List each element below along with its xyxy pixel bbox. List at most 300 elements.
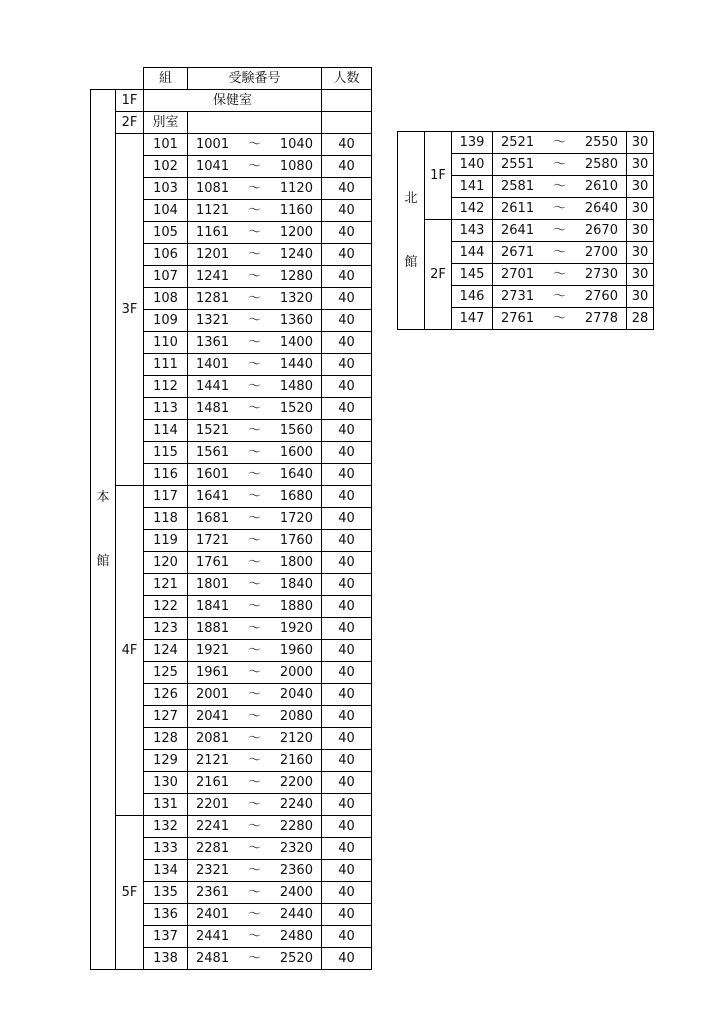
table-row (398, 220, 654, 242)
student-count: 40 (322, 926, 372, 948)
exam-number-to: 1160 (279, 202, 313, 218)
student-count: 40 (322, 728, 372, 750)
group-number: 120 (144, 552, 188, 574)
exam-number-from: 2701 (501, 266, 535, 282)
exam-number-to: 1920 (279, 620, 313, 636)
group-number: 123 (144, 618, 188, 640)
exam-number-from: 1521 (196, 422, 230, 438)
exam-range-cell (188, 200, 322, 222)
range-tilde: ～ (247, 796, 261, 812)
group-number: 134 (144, 860, 188, 882)
range-tilde: ～ (247, 466, 261, 482)
exam-range (188, 201, 321, 221)
exam-range-cell (188, 860, 322, 882)
range-tilde: ～ (247, 774, 261, 790)
exam-range (188, 663, 321, 683)
building-name-char: 本 (96, 489, 110, 505)
exam-number-to: 1680 (279, 488, 313, 504)
range-tilde: ～ (247, 422, 261, 438)
exam-number-to: 2580 (584, 156, 618, 172)
exam-number-from: 2481 (196, 950, 230, 966)
student-count: 40 (322, 618, 372, 640)
exam-number-to: 2080 (279, 708, 313, 724)
exam-number-from: 1961 (196, 664, 230, 680)
student-count: 40 (322, 178, 372, 200)
floor-label: 4F (116, 486, 144, 816)
exam-number-to: 2610 (584, 178, 618, 194)
student-count: 28 (627, 308, 654, 330)
range-tilde: ～ (552, 200, 566, 216)
exam-number-to: 1080 (279, 158, 313, 174)
student-count: 40 (322, 266, 372, 288)
north-building-table-body (398, 132, 654, 330)
group-number: 146 (452, 286, 493, 308)
exam-number-from: 2581 (501, 178, 535, 194)
exam-range (188, 839, 321, 859)
range-tilde: ～ (247, 664, 261, 680)
group-number: 133 (144, 838, 188, 860)
student-count: 40 (322, 750, 372, 772)
range-tilde: ～ (552, 310, 566, 326)
exam-range-cell (188, 508, 322, 530)
group-number: 101 (144, 134, 188, 156)
group-number: 131 (144, 794, 188, 816)
main-building-table-body (91, 68, 372, 970)
student-count: 40 (322, 310, 372, 332)
exam-range (188, 509, 321, 529)
exam-range-cell (188, 706, 322, 728)
student-count: 40 (322, 882, 372, 904)
range-tilde: ～ (552, 156, 566, 172)
exam-range-cell (188, 926, 322, 948)
group-number: 136 (144, 904, 188, 926)
group-number: 118 (144, 508, 188, 530)
exam-number-from: 1481 (196, 400, 230, 416)
range-tilde: ～ (247, 620, 261, 636)
exam-number-to: 2240 (279, 796, 313, 812)
exam-number-to: 1760 (279, 532, 313, 548)
exam-range-cell (188, 266, 322, 288)
student-count: 40 (322, 684, 372, 706)
exam-number-from: 2081 (196, 730, 230, 746)
floor-label: 5F (116, 816, 144, 970)
student-count: 40 (322, 354, 372, 376)
exam-number-from: 1001 (196, 136, 230, 152)
exam-range (188, 289, 321, 309)
exam-range (188, 465, 321, 485)
exam-range (188, 179, 321, 199)
range-tilde: ～ (247, 708, 261, 724)
range-tilde: ～ (552, 244, 566, 260)
range-tilde: ～ (247, 598, 261, 614)
group-number: 103 (144, 178, 188, 200)
exam-number-to: 1640 (279, 466, 313, 482)
floor-1f-count-cell (322, 90, 372, 112)
floor-label: 1F (425, 132, 452, 220)
range-tilde: ～ (247, 136, 261, 152)
student-count: 40 (322, 376, 372, 398)
exam-number-from: 2611 (501, 200, 535, 216)
exam-number-to: 2120 (279, 730, 313, 746)
group-number: 125 (144, 662, 188, 684)
group-number: 139 (452, 132, 493, 154)
exam-range-cell (188, 310, 322, 332)
exam-number-from: 2321 (196, 862, 230, 878)
exam-number-from: 2761 (501, 310, 535, 326)
floor-2f-range-cell (188, 112, 322, 134)
exam-range-cell (188, 728, 322, 750)
student-count: 30 (627, 154, 654, 176)
exam-number-from: 1081 (196, 180, 230, 196)
exam-number-from: 2241 (196, 818, 230, 834)
exam-number-from: 1201 (196, 246, 230, 262)
student-count: 40 (322, 222, 372, 244)
room-health-office: 保健室 (144, 90, 322, 112)
exam-range-cell (188, 420, 322, 442)
exam-number-to: 1800 (279, 554, 313, 570)
exam-number-from: 2441 (196, 928, 230, 944)
exam-number-to: 1400 (279, 334, 313, 350)
exam-number-from: 1801 (196, 576, 230, 592)
range-tilde: ～ (247, 950, 261, 966)
student-count: 30 (627, 220, 654, 242)
main-building-table (90, 67, 372, 970)
exam-number-to: 2670 (584, 222, 618, 238)
group-number: 102 (144, 156, 188, 178)
exam-number-from: 2201 (196, 796, 230, 812)
group-number: 122 (144, 596, 188, 618)
exam-range-cell (188, 222, 322, 244)
exam-number-from: 1601 (196, 466, 230, 482)
exam-range-cell (188, 486, 322, 508)
group-number: 114 (144, 420, 188, 442)
exam-number-to: 2280 (279, 818, 313, 834)
exam-number-from: 2401 (196, 906, 230, 922)
exam-range (188, 223, 321, 243)
exam-range-cell (188, 750, 322, 772)
range-tilde: ～ (247, 444, 261, 460)
exam-range-cell (188, 948, 322, 970)
range-tilde: ～ (247, 862, 261, 878)
exam-number-from: 1721 (196, 532, 230, 548)
group-number: 106 (144, 244, 188, 266)
header-count: 人数 (322, 68, 372, 90)
header-group: 組 (144, 68, 188, 90)
range-tilde: ～ (247, 554, 261, 570)
exam-range (188, 377, 321, 397)
exam-number-to: 1960 (279, 642, 313, 658)
building-name-char: 館 (96, 553, 110, 569)
exam-number-from: 1681 (196, 510, 230, 526)
range-tilde: ～ (247, 246, 261, 262)
exam-number-from: 1241 (196, 268, 230, 284)
group-number: 144 (452, 242, 493, 264)
group-number: 119 (144, 530, 188, 552)
exam-range-cell (188, 794, 322, 816)
table-row (91, 486, 372, 508)
exam-range (188, 355, 321, 375)
exam-number-to: 2360 (279, 862, 313, 878)
exam-number-from: 1321 (196, 312, 230, 328)
group-number: 110 (144, 332, 188, 354)
range-tilde: ～ (552, 266, 566, 282)
group-number: 143 (452, 220, 493, 242)
exam-range-cell (188, 156, 322, 178)
range-tilde: ～ (247, 686, 261, 702)
exam-number-to: 2640 (584, 200, 618, 216)
exam-number-from: 2671 (501, 244, 535, 260)
range-tilde: ～ (247, 400, 261, 416)
exam-number-to: 1480 (279, 378, 313, 394)
floor-label: 3F (116, 134, 144, 486)
floor-2f-count-cell (322, 112, 372, 134)
exam-number-to: 2040 (279, 686, 313, 702)
exam-number-to: 2440 (279, 906, 313, 922)
exam-number-from: 1561 (196, 444, 230, 460)
exam-range (493, 287, 626, 307)
range-tilde: ～ (552, 134, 566, 150)
exam-range (188, 883, 321, 903)
exam-range-cell (493, 308, 627, 330)
range-tilde: ～ (247, 818, 261, 834)
student-count: 40 (322, 530, 372, 552)
exam-range-cell (188, 376, 322, 398)
exam-number-to: 1320 (279, 290, 313, 306)
exam-number-from: 1641 (196, 488, 230, 504)
range-tilde: ～ (247, 510, 261, 526)
student-count: 40 (322, 420, 372, 442)
exam-range-cell (188, 882, 322, 904)
exam-range-cell (188, 838, 322, 860)
floor-label-1f: 1F (116, 90, 144, 112)
group-number: 126 (144, 684, 188, 706)
exam-range (493, 177, 626, 197)
table-row (91, 816, 372, 838)
exam-number-from: 1761 (196, 554, 230, 570)
exam-range (188, 949, 321, 969)
exam-range (493, 155, 626, 175)
student-count: 40 (322, 596, 372, 618)
group-number: 113 (144, 398, 188, 420)
exam-range (493, 243, 626, 263)
range-tilde: ～ (247, 356, 261, 372)
exam-range (493, 221, 626, 241)
range-tilde: ～ (247, 202, 261, 218)
exam-range-cell (188, 640, 322, 662)
range-tilde: ～ (247, 752, 261, 768)
exam-range (188, 597, 321, 617)
table-row (91, 134, 372, 156)
exam-range-cell (188, 816, 322, 838)
range-tilde: ～ (247, 268, 261, 284)
exam-number-to: 2200 (279, 774, 313, 790)
student-count: 30 (627, 198, 654, 220)
exam-number-from: 2161 (196, 774, 230, 790)
exam-number-to: 1360 (279, 312, 313, 328)
student-count: 30 (627, 242, 654, 264)
north-building-table (397, 131, 654, 330)
exam-number-to: 1720 (279, 510, 313, 526)
exam-range (188, 619, 321, 639)
student-count: 40 (322, 464, 372, 486)
group-number: 130 (144, 772, 188, 794)
exam-number-to: 1120 (279, 180, 313, 196)
exam-range-cell (493, 220, 627, 242)
student-count: 40 (322, 288, 372, 310)
group-number: 105 (144, 222, 188, 244)
exam-number-from: 2121 (196, 752, 230, 768)
exam-number-from: 2551 (501, 156, 535, 172)
exam-number-to: 2320 (279, 840, 313, 856)
main-building-label (91, 90, 116, 970)
group-number: 124 (144, 640, 188, 662)
exam-range (188, 245, 321, 265)
group-number: 137 (144, 926, 188, 948)
exam-range-cell (188, 288, 322, 310)
exam-range-cell (493, 264, 627, 286)
range-tilde: ～ (247, 334, 261, 350)
group-number: 117 (144, 486, 188, 508)
exam-number-from: 2001 (196, 686, 230, 702)
exam-range-cell (188, 442, 322, 464)
student-count: 30 (627, 264, 654, 286)
exam-number-to: 2700 (584, 244, 618, 260)
range-tilde: ～ (552, 178, 566, 194)
student-count: 40 (322, 398, 372, 420)
range-tilde: ～ (247, 290, 261, 306)
exam-range-cell (188, 552, 322, 574)
floor-2f-row (91, 112, 372, 134)
range-tilde: ～ (247, 532, 261, 548)
group-number: 129 (144, 750, 188, 772)
group-number: 128 (144, 728, 188, 750)
student-count: 40 (322, 134, 372, 156)
range-tilde: ～ (247, 906, 261, 922)
exam-range-cell (188, 684, 322, 706)
group-number: 147 (452, 308, 493, 330)
group-number: 145 (452, 264, 493, 286)
exam-number-from: 2281 (196, 840, 230, 856)
range-tilde: ～ (247, 488, 261, 504)
header-exam-numbers: 受験番号 (188, 68, 322, 90)
exam-range (493, 199, 626, 219)
exam-number-to: 2520 (279, 950, 313, 966)
exam-range (188, 817, 321, 837)
exam-number-from: 2521 (501, 134, 535, 150)
range-tilde: ～ (247, 730, 261, 746)
exam-range (188, 333, 321, 353)
exam-range-cell (188, 332, 322, 354)
student-count: 40 (322, 794, 372, 816)
building-name-char: 北 (404, 190, 418, 206)
group-number: 127 (144, 706, 188, 728)
exam-number-to: 1240 (279, 246, 313, 262)
group-number: 111 (144, 354, 188, 376)
north-building-label (398, 132, 425, 330)
exam-number-to: 1040 (279, 136, 313, 152)
exam-range (188, 135, 321, 155)
student-count: 40 (322, 508, 372, 530)
exam-range (188, 641, 321, 661)
exam-range-cell (188, 134, 322, 156)
group-number: 108 (144, 288, 188, 310)
exam-range (188, 399, 321, 419)
exam-range-cell (493, 286, 627, 308)
exam-number-to: 2760 (584, 288, 618, 304)
student-count: 40 (322, 860, 372, 882)
exam-range-cell (188, 662, 322, 684)
group-number: 132 (144, 816, 188, 838)
student-count: 40 (322, 662, 372, 684)
student-count: 40 (322, 486, 372, 508)
exam-range (188, 905, 321, 925)
exam-range-cell (188, 178, 322, 200)
exam-range-cell (188, 772, 322, 794)
range-tilde: ～ (247, 378, 261, 394)
exam-range-cell (188, 904, 322, 926)
group-number: 135 (144, 882, 188, 904)
exam-range-cell (188, 464, 322, 486)
range-tilde: ～ (247, 158, 261, 174)
student-count: 30 (627, 176, 654, 198)
exam-range (188, 487, 321, 507)
student-count: 40 (322, 904, 372, 926)
student-count: 40 (322, 772, 372, 794)
exam-number-to: 1200 (279, 224, 313, 240)
group-number: 107 (144, 266, 188, 288)
room-separate: 別室 (144, 112, 188, 134)
student-count: 40 (322, 156, 372, 178)
student-count: 40 (322, 816, 372, 838)
exam-number-from: 1161 (196, 224, 230, 240)
exam-number-to: 2400 (279, 884, 313, 900)
exam-number-to: 2550 (584, 134, 618, 150)
exam-range (188, 729, 321, 749)
student-count: 40 (322, 552, 372, 574)
exam-number-to: 2778 (584, 310, 618, 326)
exam-number-to: 1600 (279, 444, 313, 460)
floor-1f-row (91, 90, 372, 112)
exam-range (188, 421, 321, 441)
range-tilde: ～ (247, 180, 261, 196)
exam-range-cell (493, 198, 627, 220)
range-tilde: ～ (247, 642, 261, 658)
student-count: 40 (322, 640, 372, 662)
exam-range (188, 443, 321, 463)
range-tilde: ～ (552, 288, 566, 304)
group-number: 141 (452, 176, 493, 198)
student-count: 40 (322, 948, 372, 970)
exam-range-cell (188, 398, 322, 420)
exam-range-cell (188, 244, 322, 266)
exam-number-from: 1881 (196, 620, 230, 636)
exam-number-from: 1921 (196, 642, 230, 658)
exam-range (188, 575, 321, 595)
exam-number-to: 1520 (279, 400, 313, 416)
exam-range-cell (188, 618, 322, 640)
exam-range (188, 553, 321, 573)
exam-range-cell (493, 132, 627, 154)
exam-number-from: 1041 (196, 158, 230, 174)
group-number: 121 (144, 574, 188, 596)
exam-range-cell (188, 354, 322, 376)
exam-number-to: 2480 (279, 928, 313, 944)
exam-range (188, 267, 321, 287)
exam-number-from: 1361 (196, 334, 230, 350)
floor-label: 2F (425, 220, 452, 330)
group-number: 109 (144, 310, 188, 332)
exam-range (188, 707, 321, 727)
